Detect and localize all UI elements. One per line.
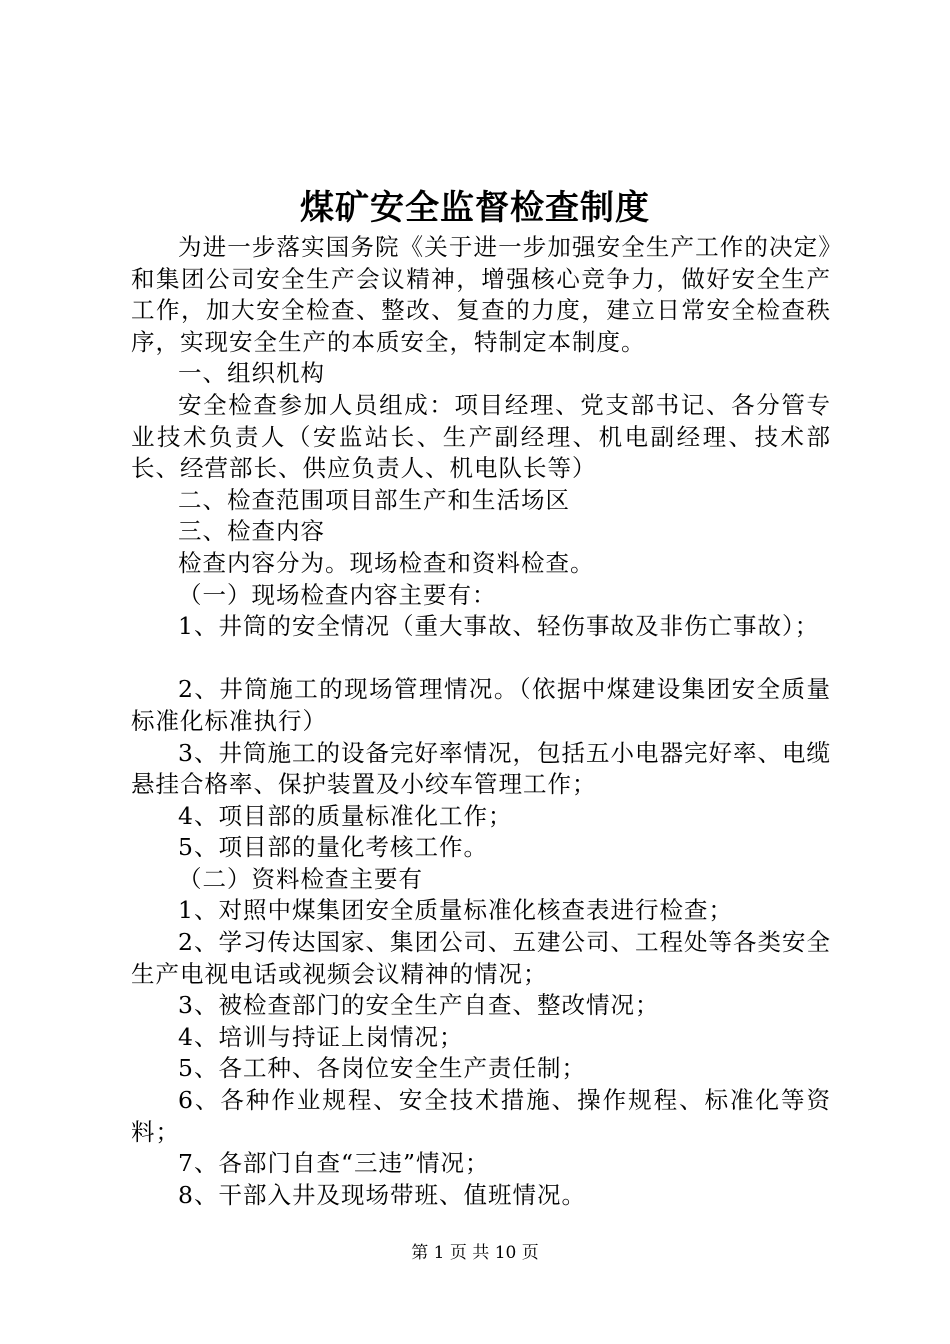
list-item: 3、被检查部门的安全生产自查、整改情况； <box>178 991 660 1020</box>
list-item: 6、各种作业规程、安全技术措施、操作规程、标准化等资料； <box>131 1086 831 1146</box>
document-title: 煤矿安全监督检查制度 <box>300 188 650 228</box>
document-body <box>131 232 831 1211</box>
section-heading-organization: 一、组织机构 <box>178 359 325 388</box>
paragraph-personnel: 安全检查参加人员组成：项目经理、党支部书记、各分管专业技术负责人（安监站长、生产副经理、机电副经理、技术部长、经营部长、供应负责人、机电队长等） <box>131 390 831 483</box>
page-number-footer: 第 1 页 共 10 页 <box>411 1243 539 1263</box>
list-item: 2、井筒施工的现场管理情况。（依据中煤建设集团安全质量标准化标准执行） <box>131 675 831 735</box>
section-heading-scope: 二、检查范围项目部生产和生活场区 <box>178 485 570 514</box>
list-item: 8、干部入井及现场带班、值班情况。 <box>178 1180 586 1209</box>
list-item: 1、井筒的安全情况（重大事故、轻伤事故及非伤亡事故）； <box>178 612 820 641</box>
subsection-heading-records-check: （二）资料检查主要有 <box>178 864 423 893</box>
list-item: 7、各部门自查“三违”情况； <box>178 1149 490 1178</box>
paragraph-intro: 为进一步落实国务院《关于进一步加强安全生产工作的决定》和集团公司安全生产会议精神，增强核心竞争力，做好安全生产工作，加大安全检查、整改、复查的力度，建立日常安全检查秩序，实现安全生产的本质安全，特制定本制度。 <box>131 233 831 356</box>
list-item: 4、培训与持证上岗情况； <box>178 1022 464 1051</box>
list-item: 1、对照中煤集团安全质量标准化核查表进行检查； <box>178 896 733 925</box>
paragraph-content-types: 检查内容分为。现场检查和资料检查。 <box>178 548 595 577</box>
list-item: 4、项目部的质量标准化工作； <box>178 801 513 830</box>
list-item: 3、井筒施工的设备完好率情况，包括五小电器完好率、电缆悬挂合格率、保护装置及小绞车管理工作； <box>131 738 831 799</box>
list-item: 2、学习传达国家、集团公司、五建公司、工程处等各类安全生产电视电话或视频会议精神的情况； <box>131 928 831 988</box>
list-item: 5、各工种、各岗位安全生产责任制； <box>178 1054 586 1083</box>
section-heading-content: 三、检查内容 <box>178 517 325 546</box>
subsection-heading-site-check: （一）现场检查内容主要有： <box>178 580 497 609</box>
list-item: 5、项目部的量化考核工作。 <box>178 833 488 862</box>
